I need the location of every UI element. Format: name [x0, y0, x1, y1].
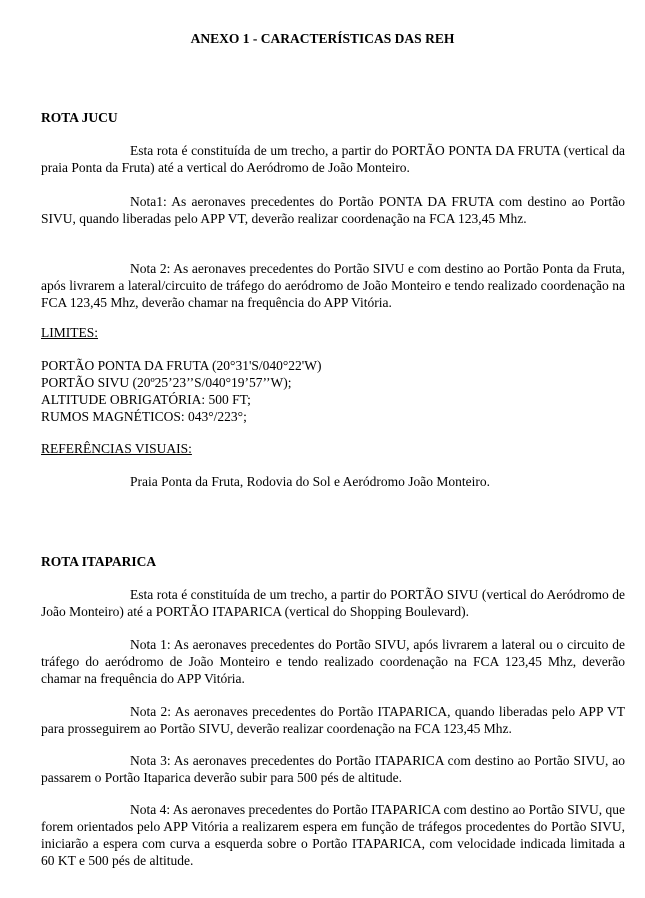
rota-jucu-nota-1: Nota1: As aeronaves precedentes do Portão PONTA DA FRUTA com destino ao Portão SIVU, quando liberadas pelo APP VT, deverão realizar coordenação na FCA 123,45 Mhz.	[41, 194, 625, 226]
referencias-visuais-text: Praia Ponta da Fruta, Rodovia do Sol e Aeródromo João Monteiro.	[130, 474, 490, 489]
section-heading-rota-jucu: ROTA JUCU	[41, 110, 118, 125]
rota-itaparica-nota-3: Nota 3: As aeronaves precedentes do Portão ITAPARICA com destino ao Portão SIVU, ao passarem o Portão Itaparica deverão subir para 500 pés de altitude.	[41, 753, 625, 785]
limite-line: RUMOS MAGNÉTICOS: 043°/223°;	[41, 409, 247, 424]
rota-itaparica-nota-2: Nota 2: As aeronaves precedentes do Portão ITAPARICA, quando liberadas pelo APP VT para prosseguirem ao Portão SIVU, deverão realizar coordenação na FCA 123,45 Mhz.	[41, 704, 625, 736]
rota-itaparica-nota-4: Nota 4: As aeronaves precedentes do Portão ITAPARICA com destino ao Portão SIVU, que forem orientados pelo APP Vitória a realizarem espera em função de tráfegos procedentes do Portão SIVU, iniciarão a espera com curva a esquerda sobre o Portão ITAPARICA, com velocidade indicada limitada a 60 KT e 500 pés de altitude.	[41, 802, 625, 868]
rota-jucu-description: Esta rota é constituída de um trecho, a partir do PORTÃO PONTA DA FRUTA (vertical da praia Ponta da Fruta) até a vertical do Aeródromo de João Monteiro.	[41, 143, 625, 175]
rota-itaparica-description: Esta rota é constituída de um trecho, a partir do PORTÃO SIVU (vertical do Aeródromo de João Monteiro) até a PORTÃO ITAPARICA (vertical do Shopping Boulevard).	[41, 587, 625, 619]
limites-label: LIMITES:	[41, 325, 98, 340]
limite-line: PORTÃO PONTA DA FRUTA (20°31'S/040°22'W)	[41, 358, 322, 373]
section-heading-rota-itaparica: ROTA ITAPARICA	[41, 554, 157, 569]
rota-itaparica-nota-1: Nota 1: As aeronaves precedentes do Portão SIVU, após livrarem a lateral ou o circuito de tráfego do aeródromo de João Monteiro e tendo realizado coordenação na FCA 123,45 Mhz, deverão chamar na frequência do APP Vitória.	[41, 637, 625, 686]
limite-line: ALTITUDE OBRIGATÓRIA: 500 FT;	[41, 392, 251, 407]
referencias-visuais-label: REFERÊNCIAS VISUAIS:	[41, 441, 192, 456]
limite-line: PORTÃO SIVU (20º25’23’’S/040°19’57’’W);	[41, 375, 292, 390]
page-title: ANEXO 1 - CARACTERÍSTICAS DAS REH	[190, 31, 455, 46]
rota-jucu-nota-2: Nota 2: As aeronaves precedentes do Portão SIVU e com destino ao Portão Ponta da Fruta, após livrarem a lateral/circuito de tráfego do aeródromo de João Monteiro e tendo realizado coordenação na FCA 123,45 Mhz, deverão chamar na frequência do APP Vitória.	[41, 261, 625, 310]
